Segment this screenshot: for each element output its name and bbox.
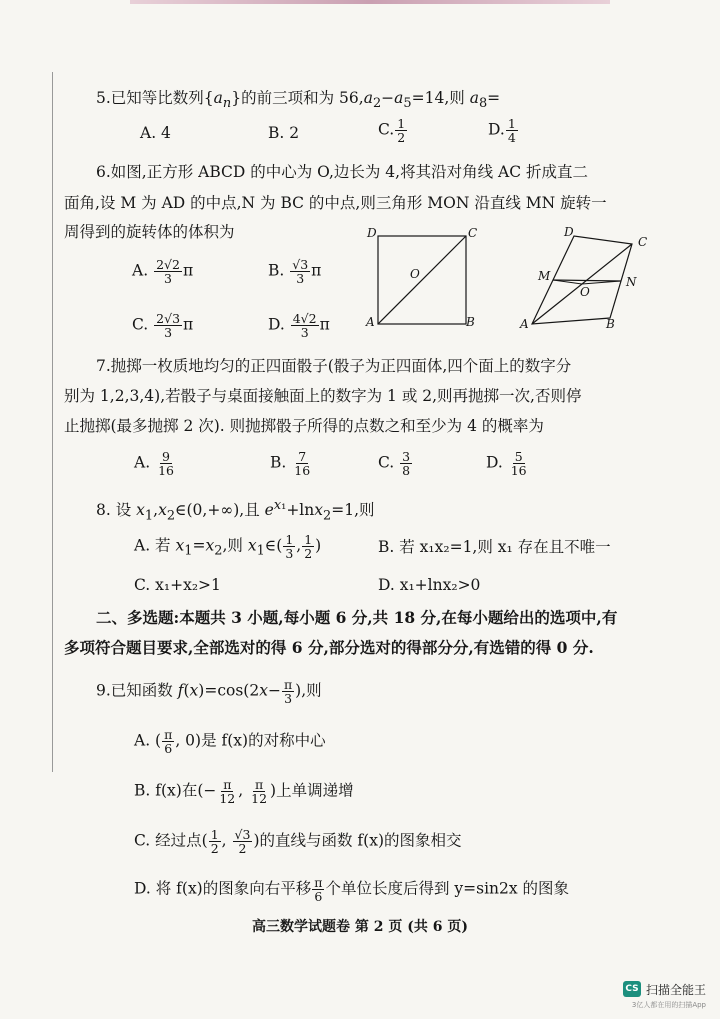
q8-stem: 8. 设 $x_1,x_2\in(0,+\infty)$,且 $e^{x_1}+\ln x_2=1$,则 bbox=[96, 498, 375, 524]
q9-option-b: B. f(x)在(− $\frac{\pi}{12}$ , $\frac{\pi}{12}$ )上单调递增 bbox=[134, 777, 354, 806]
watermark-sub: 3亿人都在用的扫描App bbox=[631, 1000, 706, 1009]
label-a2: A bbox=[520, 317, 529, 331]
q6-option-d: D. $\frac{4√2}{3}$ π bbox=[268, 311, 330, 340]
q5-stem-a: 5.已知等比数列 bbox=[96, 89, 204, 107]
q6-line2: 面角,设 M 为 AD 的中点,N 为 BC 的中点,则三角形 MON 沿直线 MN 旋转一 bbox=[64, 194, 607, 212]
q7-line1: 7.抛掷一枚质地均匀的正四面骰子(骰子为正四面体,四个面上的数字分 bbox=[96, 357, 572, 375]
label-b: B bbox=[466, 315, 475, 329]
q7-option-b: B. $\frac{7}{16}$ bbox=[270, 449, 311, 478]
q6-option-b: B. $\frac{√3}{3}$ π bbox=[268, 257, 322, 286]
label-o2: O bbox=[580, 285, 590, 299]
q7-line3: 止抛掷(最多抛掷 2 次). 则抛掷骰子所得的点数之和至少为 4 的概率为 bbox=[64, 417, 544, 435]
segment-on bbox=[582, 281, 621, 284]
label-m: M bbox=[538, 269, 551, 283]
q5-stem-b: 的前三项和为 56, bbox=[241, 89, 364, 107]
q8-option-d: D. x₁+lnx₂>0 bbox=[378, 576, 481, 594]
segment-mn bbox=[553, 280, 621, 281]
section2-line2: 多项符合题目要求,全部选对的得 6 分,部分选对的得部分分,有选错的得 0 分. bbox=[64, 638, 594, 657]
camscanner-icon: CS bbox=[623, 981, 641, 997]
label-n: N bbox=[626, 275, 637, 289]
q6-line3: 周得到的旋转体的体积为 bbox=[64, 223, 235, 241]
q8-option-a: A. 若 $x_1=x_2$,则 $x_1\in$( $\frac{1}{3}$ , $\frac{1}{2}$ ) bbox=[134, 532, 322, 561]
q9-option-c: C. 经过点( $\frac{1}{2}$ , $\frac{√3}{2}$ )的直线与函数 f(x)的图象相交 bbox=[134, 827, 462, 856]
q6-option-c: C. $\frac{2√3}{3}$ π bbox=[132, 311, 194, 340]
q5-option-d: D. $\frac{1}{4}$ bbox=[488, 116, 516, 145]
q7-option-a: A. $\frac{9}{16}$ bbox=[134, 449, 174, 478]
q9-stem: 9.已知函数 f(x)=cos(2x− $\frac{\pi}{3}$ ),则 bbox=[96, 677, 322, 706]
watermark-name: 扫描全能王 bbox=[645, 982, 706, 997]
label-a: A bbox=[366, 315, 375, 329]
label-c2: C bbox=[638, 235, 648, 249]
q9-option-d: D. 将 f(x)的图象向右平移 $\frac{\pi}{6}$ 个单位长度后得到 y=sin2x 的图象 bbox=[134, 875, 570, 904]
q7-option-c: C. $\frac{3}{8}$ bbox=[378, 449, 411, 478]
q5-stem-c: =14,则 bbox=[411, 89, 465, 107]
square-figure bbox=[360, 222, 500, 334]
label-c: C bbox=[468, 226, 478, 240]
q7-option-d: D. $\frac{5}{16}$ bbox=[486, 449, 527, 478]
folded-figure bbox=[512, 222, 664, 334]
square-diagonal-ac bbox=[378, 236, 466, 324]
q5-stem: 5.已知等比数列$\{a_n\}$的前三项和为 $56,a_2-a_5=14$,则 $a_8=$ bbox=[96, 89, 501, 112]
page-footer: 高三数学试题卷 第 2 页 (共 6 页) bbox=[252, 919, 468, 935]
section2-line1: 二、多选题:本题共 3 小题,每小题 6 分,共 18 分,在每小题给出的选项中,有 bbox=[96, 608, 618, 627]
q7-line2: 别为 1,2,3,4),若骰子与桌面接触面上的数字为 1 或 2,则再抛掷一次,否则停 bbox=[64, 387, 582, 405]
top-color-band bbox=[130, 0, 610, 4]
q5-option-b: B. 2 bbox=[268, 124, 300, 142]
label-d2: D bbox=[564, 225, 574, 239]
q9-option-a: A. ( $\frac{\pi}{6}$ , 0)是 f(x)的对称中心 bbox=[134, 727, 326, 756]
scanner-watermark bbox=[623, 976, 706, 1010]
q5-stem-d: = bbox=[487, 89, 501, 107]
q6-option-a: A. $\frac{2√2}{3}$ π bbox=[132, 257, 194, 286]
q6-line1: 6.如图,正方形 ABCD 的中心为 O,边长为 4,将其沿对角线 AC 折成直二 bbox=[96, 163, 589, 181]
label-o: O bbox=[410, 267, 420, 281]
label-b2: B bbox=[606, 317, 615, 331]
q5-option-a: A. 4 bbox=[140, 124, 171, 142]
q8-option-b: B. 若 x₁x₂=1,则 x₁ 存在且不唯一 bbox=[378, 538, 611, 556]
margin-rule bbox=[52, 72, 53, 772]
label-d: D bbox=[367, 226, 377, 240]
q8-option-c: C. x₁+x₂>1 bbox=[134, 576, 221, 594]
q5-option-c: C. $\frac{1}{2}$ bbox=[378, 116, 406, 145]
